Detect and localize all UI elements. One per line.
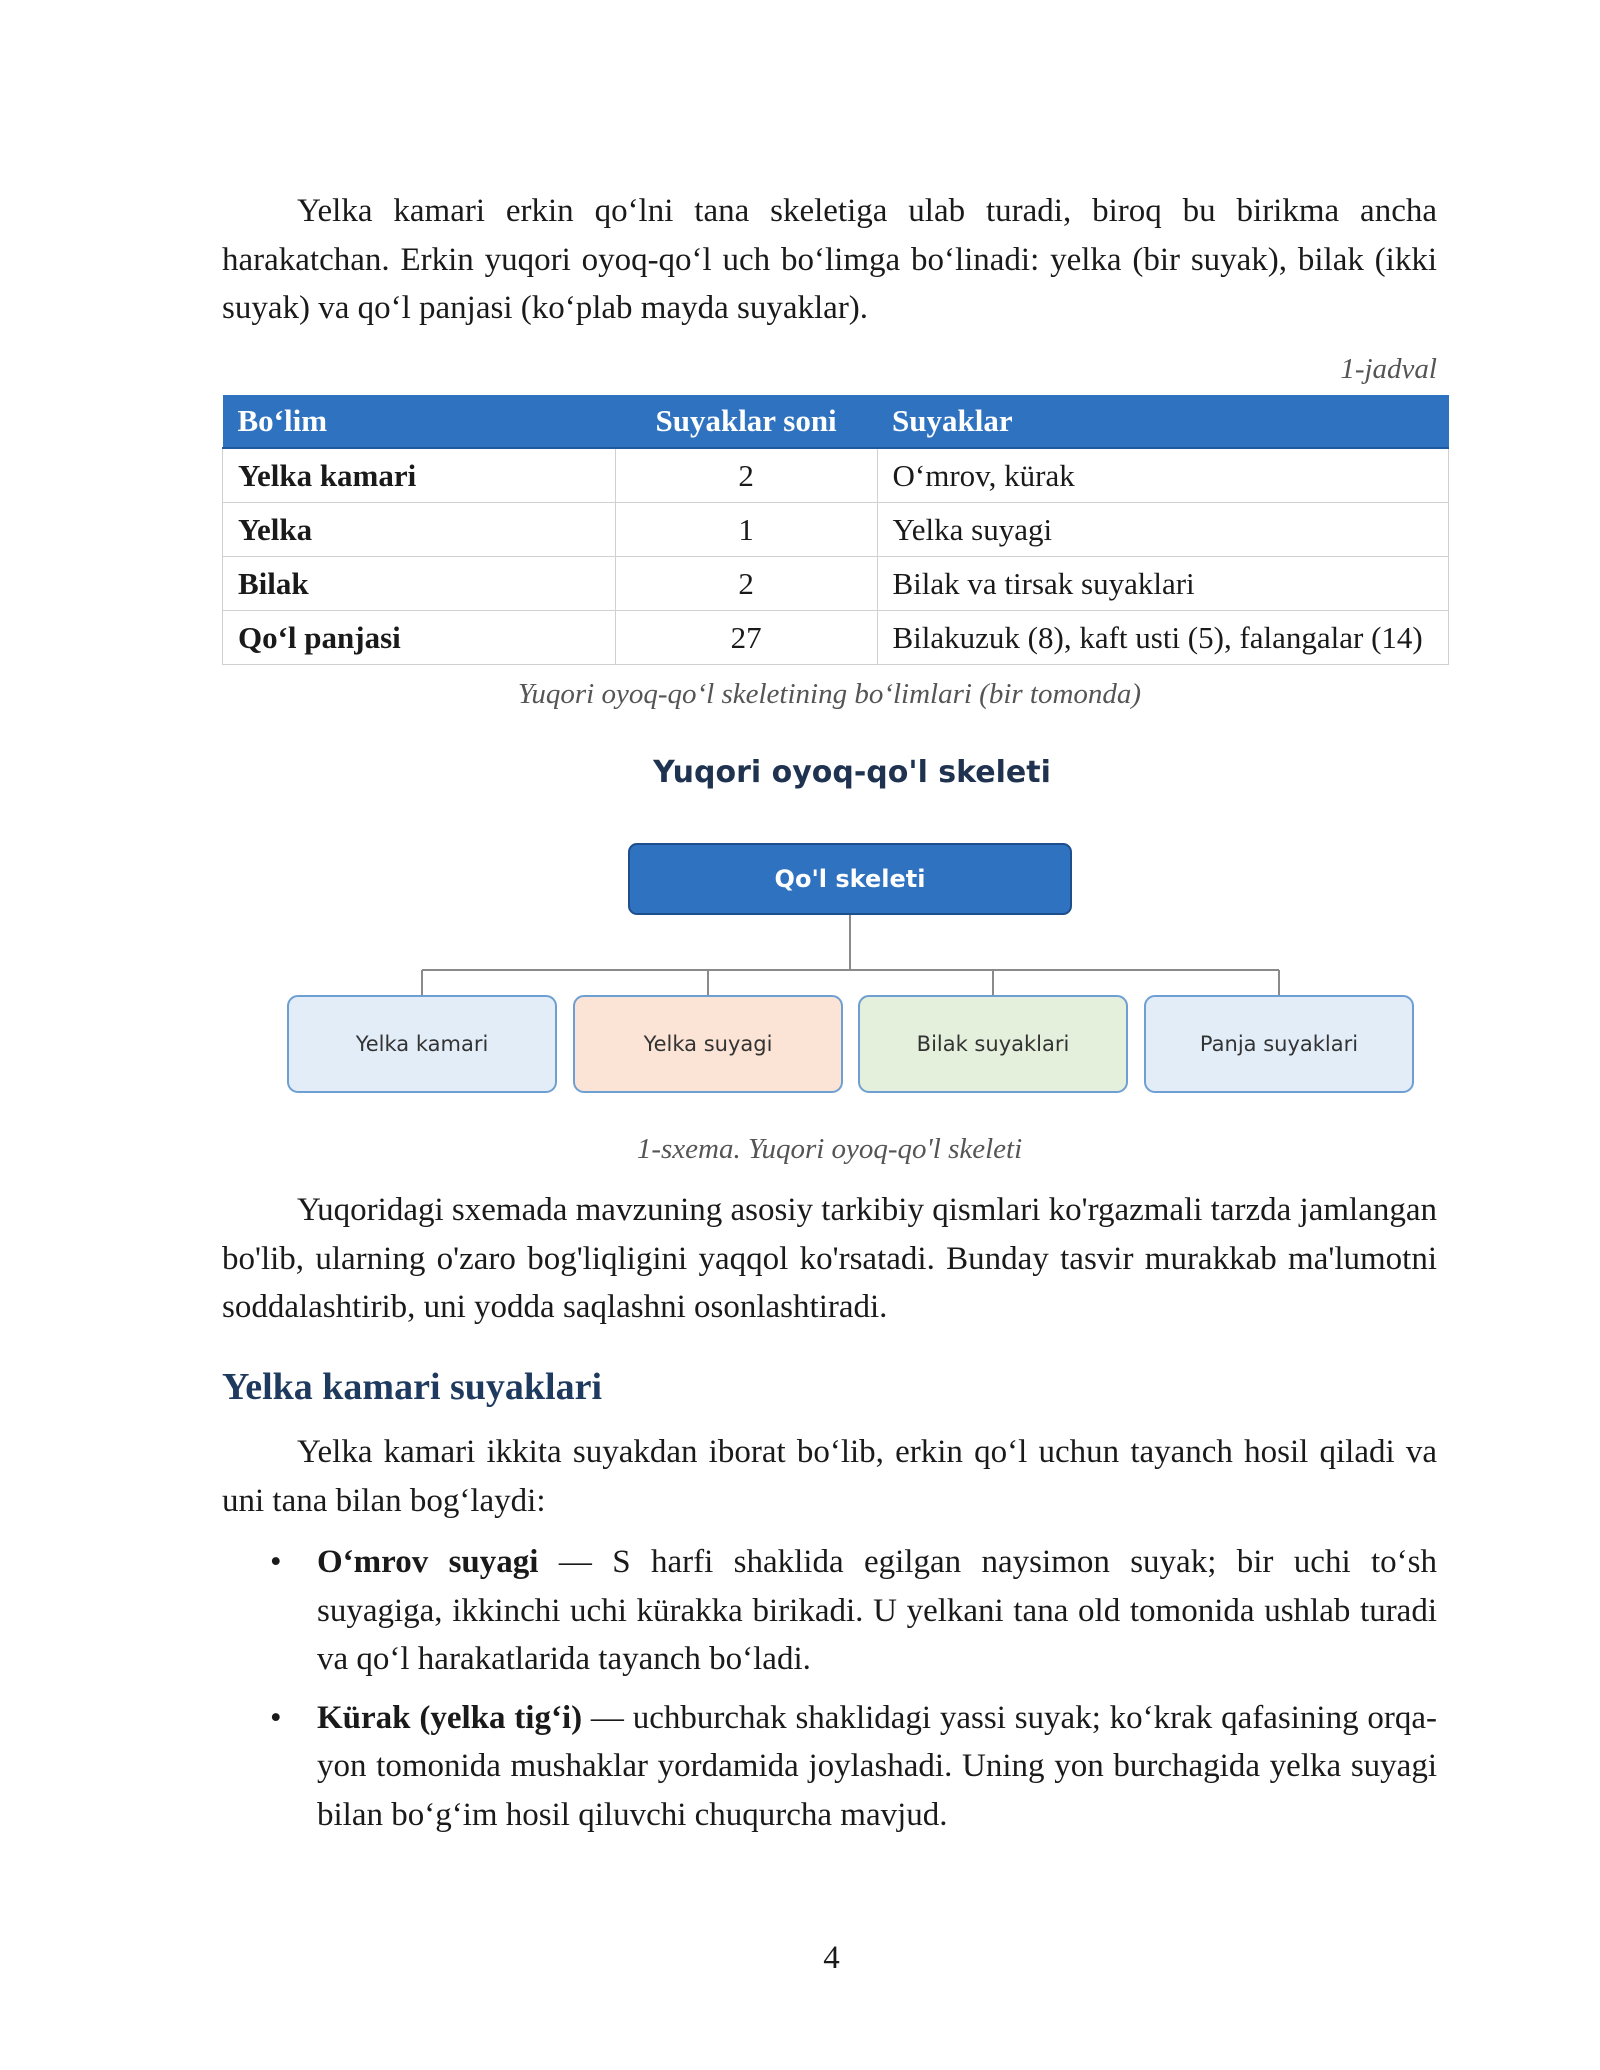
diagram-root-node <box>628 843 1072 915</box>
diagram-caption: 1-sxema. Yuqori oyoq-qo'l skeleti <box>636 1133 1023 1165</box>
row-name: Bilak <box>223 557 616 611</box>
row-count: 2 <box>615 557 877 611</box>
page-number: 4 <box>823 1940 840 1976</box>
bullet-text: — S harfi shaklida egilgan naysimon suyak; bir uchi to‘sh suyagiga, ikkinchi uchi kürakka birikadi. U yelkani tana old tomonida ushlab turadi va qo‘l harakatlarida tayanch bo‘ladi. <box>317 1544 1437 1677</box>
diagram-child-node <box>858 995 1128 1093</box>
diagram-child-node <box>573 995 843 1093</box>
row-count: 27 <box>615 611 877 665</box>
table-caption: Yuqori oyoq-qo‘l skeletining bo‘limlari (bir tomonda) <box>517 678 1142 710</box>
header-count: Suyaklar soni <box>615 395 877 448</box>
diagram-child-node <box>287 995 557 1093</box>
row-bones: Bilak va tirsak suyaklari <box>877 557 1449 611</box>
bullet-text: — uchburchak shaklidagi yassi suyak; ko‘krak qafasining orqa-yon tomonida mushaklar yordamida joylashadi. Uning yon burchagida yelka suyagi bilan bo‘g‘im hosil qiluvchi chuqurcha mavjud. <box>317 1699 1438 1833</box>
list-item <box>222 1694 1437 1840</box>
row-bones: O‘mrov, kürak <box>877 448 1449 503</box>
bullet-term: O‘mrov suyagi <box>317 1544 539 1580</box>
intro-paragraph: Yelka kamari erkin qo‘lni tana skeletiga ulab turadi, biroq bu birikma ancha harakatchan. Erkin yuqori oyoq-qo‘l uch bo‘limga bo‘linadi: yelka (bir suyak), bilak (ikki suyak) va qo‘l panjasi (ko‘plab mayda suyaklar). <box>222 193 1437 326</box>
bullet-icon: • <box>270 1699 282 1736</box>
bullet-icon: • <box>270 1544 282 1580</box>
section-heading: Yelka kamari suyaklari <box>222 1366 603 1408</box>
child-node-label: Yelka suyagi <box>643 1032 773 1056</box>
row-name: Qo‘l panjasi <box>223 611 616 665</box>
bullet-term: Kürak (yelka tig‘i) <box>317 1699 583 1736</box>
table-label: 1-jadval <box>1340 353 1437 385</box>
diagram-child-node <box>1144 995 1414 1093</box>
bullet-list <box>222 1538 1437 1849</box>
child-node-label: Yelka kamari <box>355 1032 489 1056</box>
summary-paragraph: Yuqoridagi sxemada mavzuning asosiy tarkibiy qismlari ko'rgazmali tarzda jamlangan bo'lib, ularning o'zaro bog'liqligini yaqqol ko'rsatadi. Bunday tasvir murakkab ma'lumotni soddalashtirib, uni yodda saqlashni osonlashtiradi. <box>222 1192 1437 1325</box>
header-section: Bo‘lim <box>223 395 616 448</box>
list-item <box>222 1538 1437 1684</box>
row-name: Yelka <box>223 503 616 557</box>
child-node-label: Bilak suyaklari <box>916 1032 1070 1056</box>
child-node-label: Panja suyaklari <box>1199 1032 1359 1056</box>
row-bones: Yelka suyagi <box>877 503 1449 557</box>
row-bones: Bilakuzuk (8), kaft usti (5), falangalar (14) <box>877 611 1449 665</box>
root-node-label: Qo'l skeleti <box>774 865 926 893</box>
row-name: Yelka kamari <box>223 448 616 503</box>
row-count: 2 <box>615 448 877 503</box>
diagram-title: Yuqori oyoq-qo'l skeleti <box>653 755 1051 790</box>
row-count: 1 <box>615 503 877 557</box>
header-bones: Suyaklar <box>877 395 1449 448</box>
section-paragraph: Yelka kamari ikkita suyakdan iborat bo‘lib, erkin qo‘l uchun tayanch hosil qiladi va uni tana bilan bog‘laydi: <box>222 1434 1437 1519</box>
